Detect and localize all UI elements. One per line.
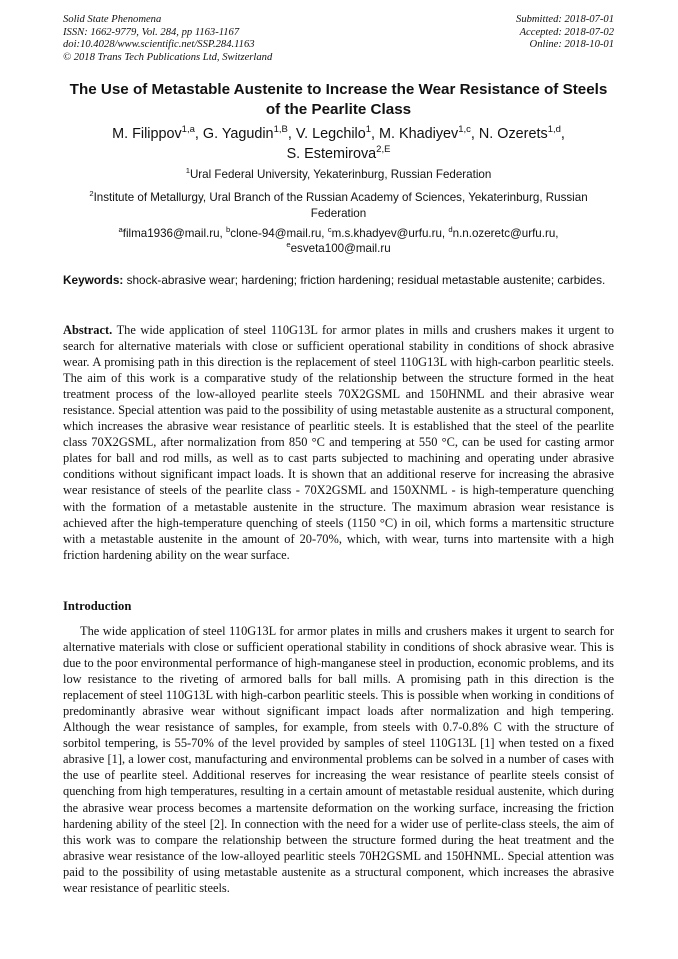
affiliation-1: $^1$Ural Federal University, Yekaterinburg, Russian Federation — [185, 166, 492, 181]
email-list — [63, 226, 614, 256]
email[interactable]: $^b$clone-94@mail.ru, — [226, 225, 328, 240]
online-date: Online: 2018-10-01 — [529, 39, 614, 50]
doi-line: doi:10.4028/www.scientific.net/SSP.284.1163 — [63, 39, 255, 50]
issn-line: ISSN: 1662-9779, Vol. 284, pp 1163-1167 — [63, 26, 240, 38]
author-list — [63, 124, 614, 164]
keywords-label: Keywords: — [63, 273, 124, 287]
keywords-text: shock-abrasive wear; hardening; friction hardening; residual metastable austenite; carbides. — [123, 273, 606, 287]
abstract-label: Abstract. — [63, 323, 113, 337]
introduction-paragraph: The wide application of steel 110G13L for armor plates in mills and crushers makes it urgent to search for alternative materials with close or sufficient operational stability in conditions of shock abrasive wear. This is due to the poor environmental performance of high-manganese steel in production, economic problems, and its low resistance to the riveting of armored balls for ball mills. A promising path in this direction is the replacement of steel 110G13L with high-carbon pearlitic steels. This is possible when working in conditions of predominantly abrasive wear without significant impact loads after normalization and high tempering. Although the wear resistance of samples, for example, from steels with 0.7-0.8% C with the structure of sorbitol tempering, is 55-70% of the level provided by samples of steel 110G13L [1] when tested on a fixed abrasive [1], a lower cost, manufacturing and environmental problems can be solved in a number of cases with the use of pearlite steel. Additional reserves for increasing the wear resistance of pearlite steels consist of quenching from high temperatures, resulting in a certain amount of metastable residual austenite, which during the abrasive wear process becomes a martensite deformation on the working surface, increasing the friction hardening ability of the steel [2]. In connection with the need for a wider use of perlite-class steels, the aim of this work was to compare the relationship between the structure formed during the heat treatment and the abrasive wear resistance of the low-alloyed pearlitic steels 70H2GSML and 150HNML. Special attention was paid to the possibility of using metastable austenite as a structural component, which increases the abrasive wear resistance of pearlitic steels. — [63, 624, 614, 895]
abstract — [63, 322, 614, 563]
dates-header — [516, 14, 614, 52]
author: M. Filippov$^{1,a}$, — [112, 124, 203, 142]
submitted-date: Submitted: 2018-07-01 — [516, 14, 614, 25]
author: S. Estemirova$^{2,E}$ — [286, 144, 391, 162]
paper-title: The Use of Metastable Austenite to Increase the Wear Resistance of Steels of the Pearlite Class — [69, 81, 608, 118]
author: N. Ozerets$^{1,d}$, — [478, 124, 565, 142]
journal-header — [63, 14, 272, 64]
email[interactable]: $^d$n.n.ozeretc@urfu.ru, — [448, 225, 559, 240]
email[interactable]: $^c$m.s.khadyev@urfu.ru, — [327, 225, 449, 240]
affiliation-2: $^2$Institute of Metallurgy, Ural Branch of the Russian Academy of Sciences, Yekaterinburg, Russian Federation — [89, 189, 588, 220]
abstract-text: The wide application of steel 110G13L for armor plates in mills and crushers makes it urgent to search for alternative materials with close or sufficient operational stability in conditions of shock abrasive wear. A promising path in this direction is the replacement of steel 110G13L with high-carbon pearlitic steels. The aim of this work is a comparative study of the relationship between the structure formed in the heat treatment process of the low-alloyed pearlite steels 70X2GSML and 150HNML and their abrasive wear resistance. Special attention was paid to the possibility of using metastable austenite as a structural component, which increases the abrasive wear resistance of pearlitic steels. It is established that the steel of the pearlite class 70X2GSML, after normalization from 850 °C and tempering at 550 °C, can be used for casting armor plates for ball and rod mills, as well as to cast parts subjected to machining and operating under abrasive conditions without significant impact loads. It is shown that an additional reserve for increasing the abrasive wear resistance of steels of the pearlite class - 70X2GSML and 150XNML - is high-temperature quenching with the formation of a metastable austenite in the structure. The maximum abrasion wear resistance is achieved after the high-temperature quenching of steels (1150 °C) in oil, which forms a martensitic structure with a metastable austenite in the amount of 20-70%, which, with wear, turns into martensite with a high friction hardening ability on the wear surface. — [63, 323, 614, 562]
author: V. Legchilo$^1$, — [295, 124, 380, 142]
keywords — [63, 272, 614, 288]
journal-name: Solid State Phenomena — [63, 14, 162, 25]
email[interactable]: $^e$esveta100@mail.ru — [286, 240, 391, 255]
author: M. Khadiyev$^{1,c}$, — [379, 124, 479, 142]
email[interactable]: $^a$filma1936@mail.ru, — [118, 225, 227, 240]
accepted-date: Accepted: 2018-07-02 — [519, 26, 614, 38]
section-heading-introduction: Introduction — [63, 599, 132, 613]
copyright-line: © 2018 Trans Tech Publications Ltd, Switzerland — [63, 51, 273, 63]
author: G. Yagudin$^{1,B}$, — [202, 124, 296, 142]
